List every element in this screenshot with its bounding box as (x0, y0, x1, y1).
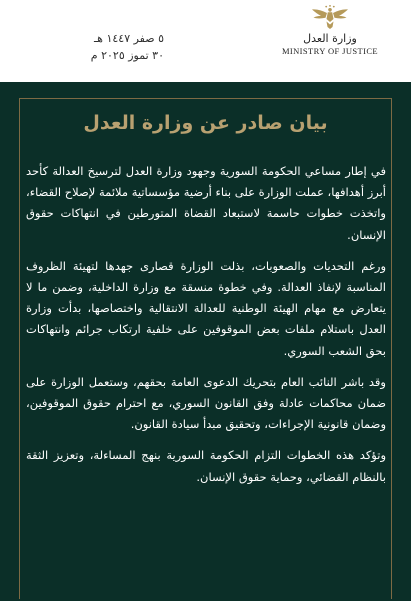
statement-title: بيان صادر عن وزارة العدل (83, 112, 328, 134)
ministry-name-arabic: وزارة العدل (303, 32, 357, 45)
hijri-date: ٥ صفر ١٤٤٧ هـ (93, 32, 164, 45)
statement-paragraph-4: وتؤكد هذه الخطوات التزام الحكومة السورية بنهج المساءلة، وتعزيز الثقة بالنظام القضائي، وحماية حقوق الإنسان. (26, 448, 386, 484)
letterhead (0, 0, 411, 82)
statement-paragraph-3: وقد باشر النائب العام بتحريك الدعوى العامة بحقهم، وستعمل الوزارة على ضمان محاكمات عادلة وفق القانون السوري، مع احترام حقوق الموقوفين، وضمان قانونية الإجراءات، وتحقيق مبدأ سيادة القانون. (26, 374, 386, 432)
statement-paragraph-2: ورغم التحديات والصعوبات، بذلت الوزارة قصارى جهدها لتهيئة الظروف المناسبة لإنفاذ العدالة. وفي خطوة منسقة مع وزارة الداخلية، وضمن ما لا يتعارض مع مهام الهيئة الوطنية للعدالة الانتقالية واختصاصها، بدأت وزارة العدل باستلام ملفات بعض الموقوفين على خلفية ارتكاب جرائم وانتهاكات بحق الشعب السوري. (26, 258, 386, 358)
golden-eagle-emblem-icon (311, 5, 349, 31)
statement-card (0, 82, 411, 601)
statement-paragraph-1: في إطار مساعي الحكومة السورية وجهود وزارة العدل لترسيخ العدالة كأحد أبرز أهدافها، عملت الوزارة على بناء أرضية مؤسساتية ملائمة لإصلاح القضاء، واتخذت خطوات حاسمة لاستبعاد القضاة المتورطين في انتهاكات حقوق الإنسان. (25, 164, 386, 242)
ministry-name-english: MINISTRY OF JUSTICE (281, 46, 379, 56)
statement-body (26, 161, 386, 488)
gregorian-date: ٣٠ تموز ٢٠٢٥ م (90, 49, 164, 62)
ministry-logo (271, 5, 389, 57)
date-block (14, 30, 164, 64)
